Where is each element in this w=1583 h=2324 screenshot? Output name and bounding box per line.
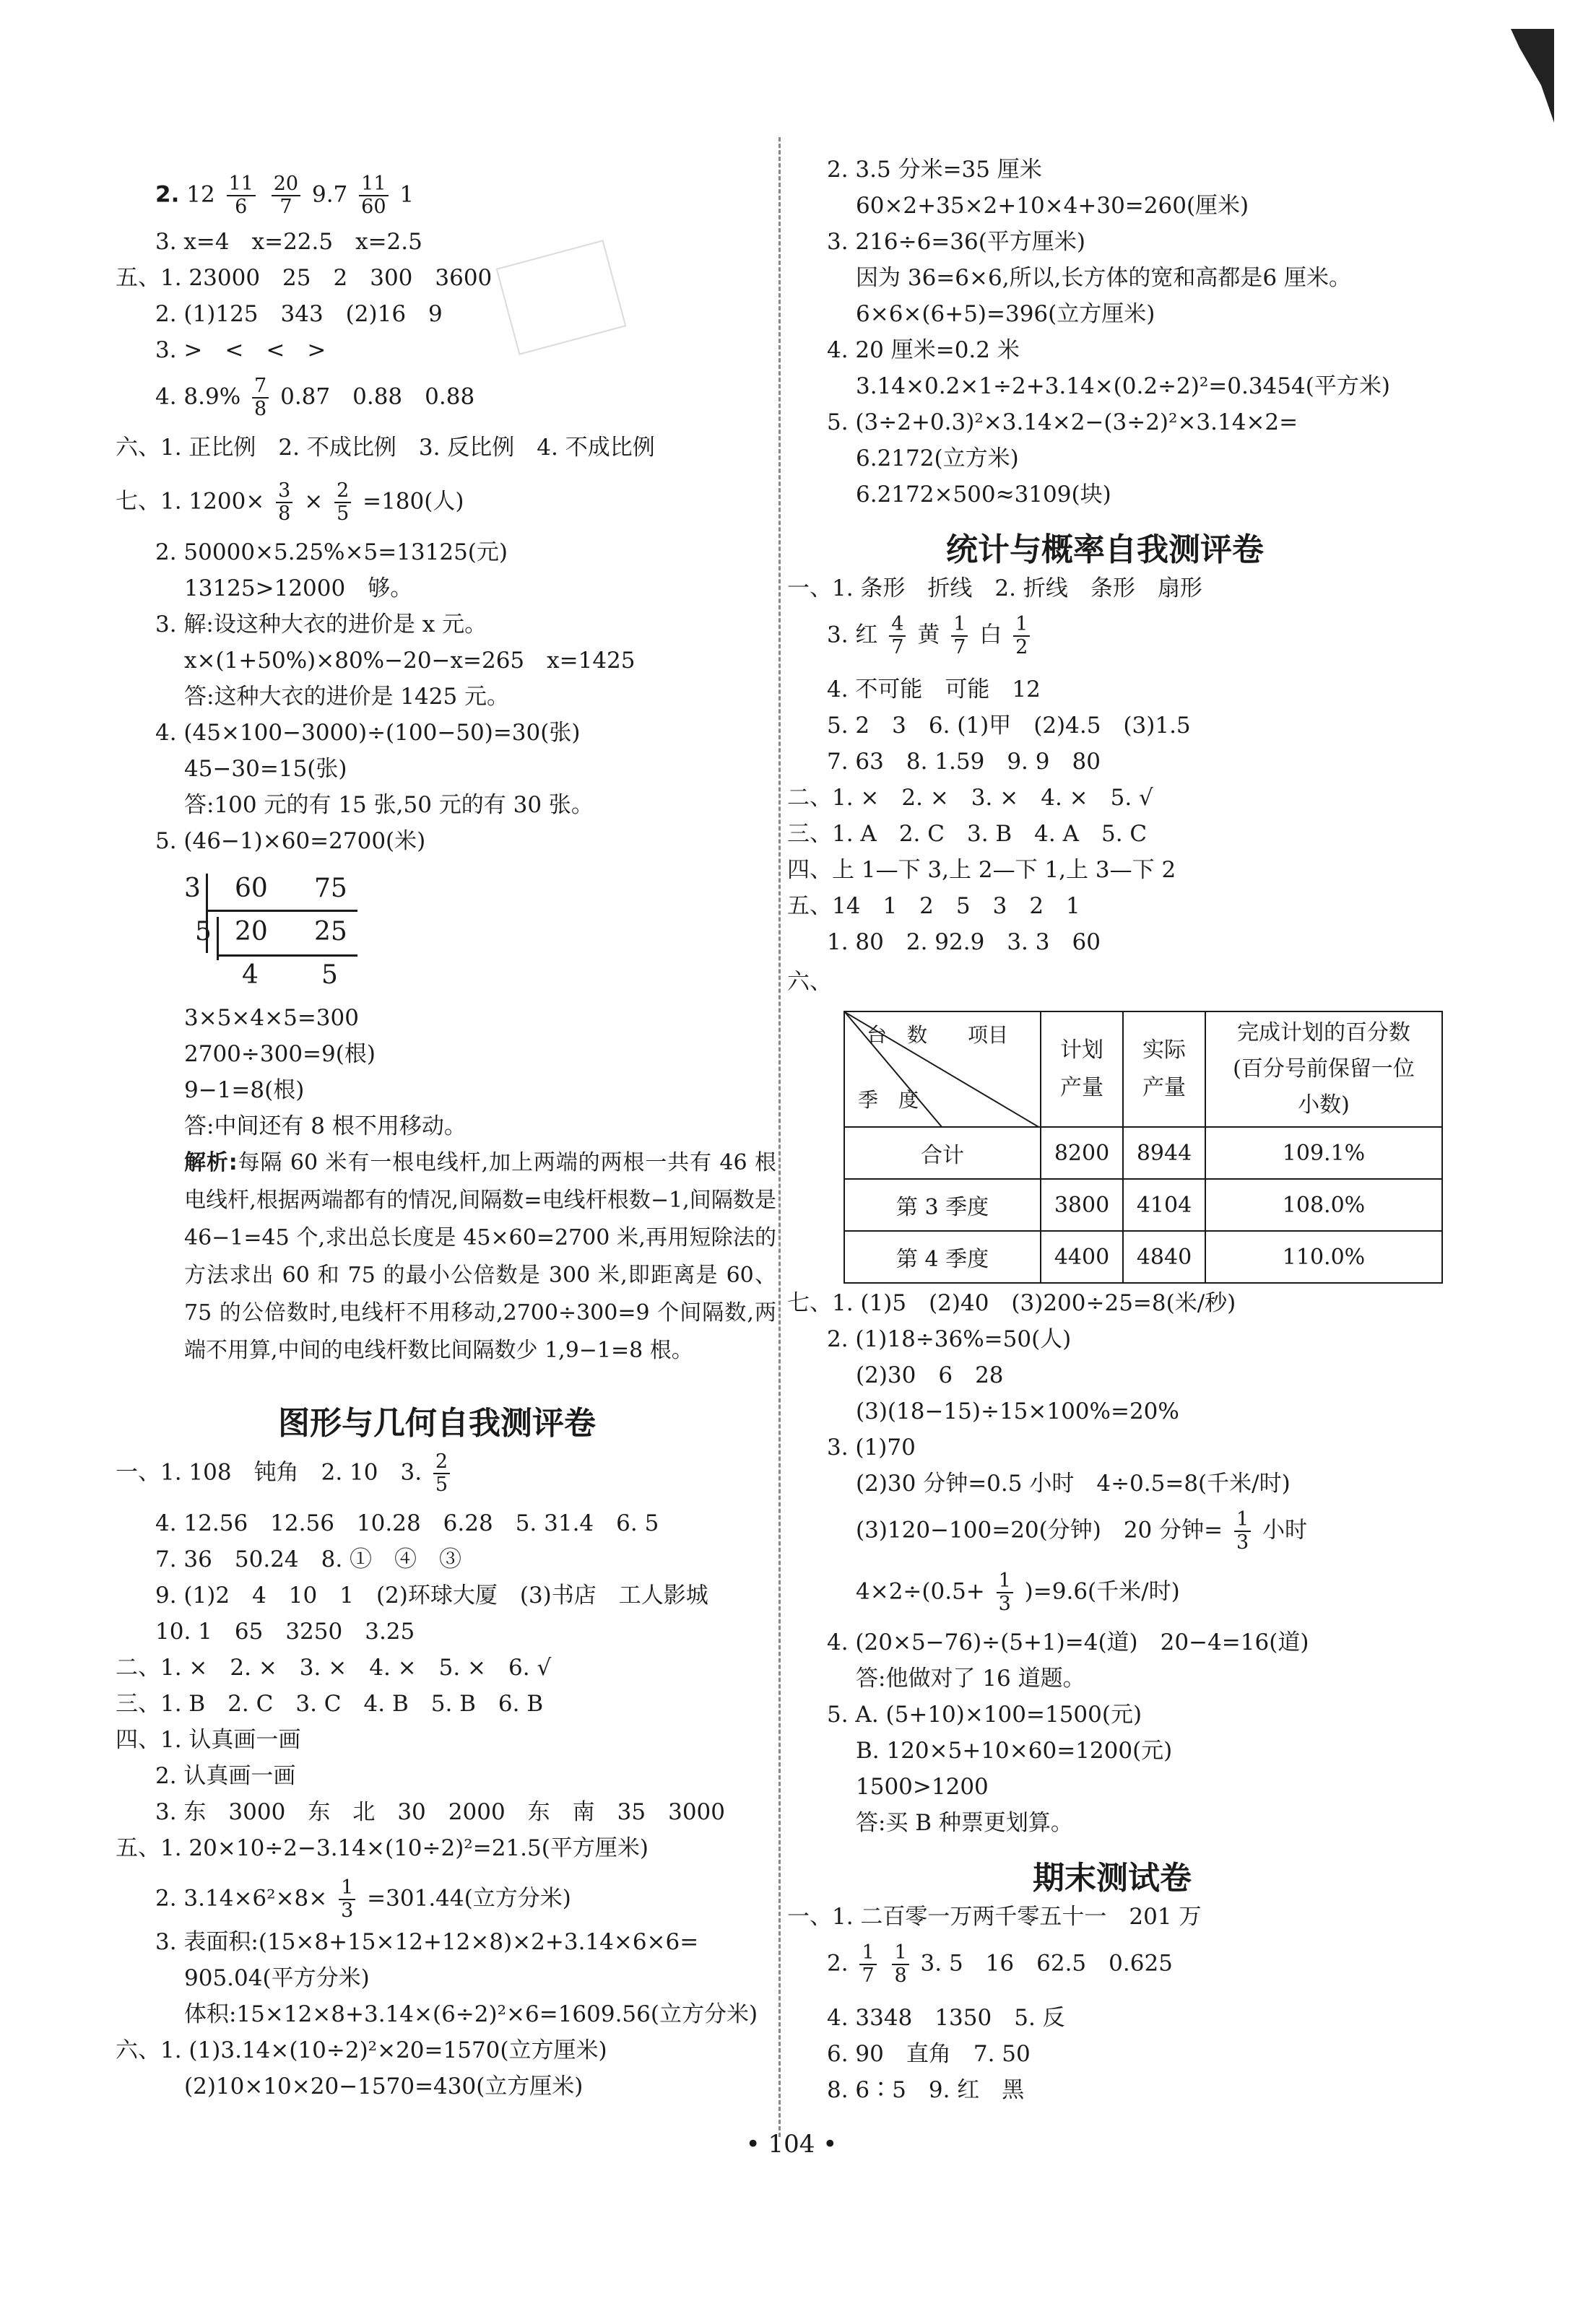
- answer-line: 六、1. 正比例 2. 不成比例 3. 反比例 4. 不成比例: [116, 435, 655, 461]
- answer-line: 六、1. (1)3.14×(10÷2)²×20=1570(立方厘米): [116, 2037, 607, 2063]
- answer-line: 6×6×(6+5)=396(立方厘米): [856, 301, 1155, 327]
- answer-line: 一、1. 二百零一万两千零五十一 201 万: [787, 1904, 1202, 1930]
- answer-line: (3)(18−15)÷15×100%=20%: [856, 1398, 1179, 1424]
- table-cell: 8200: [1041, 1127, 1123, 1179]
- table-row: [844, 1179, 1442, 1231]
- answer-line: 一、1. 108 钝角 2. 10 3. $\frac{2}{5}$: [116, 1451, 454, 1496]
- answer-line: 四、上 1—下 3,上 2—下 1,上 3—下 2: [787, 857, 1176, 883]
- answer-line: 4. 不可能 可能 12: [827, 676, 1041, 702]
- answer-line: (2)30 6 28: [856, 1362, 1004, 1388]
- answer-line: 7. 63 8. 1.59 9. 9 80: [827, 749, 1101, 775]
- answer-line: 五、14 1 2 5 3 2 1: [787, 893, 1080, 919]
- answer-line: 3. > < < >: [155, 337, 326, 363]
- answer-line: 3. 表面积:(15×8+15×12+12×8)×2+3.14×6×6=: [155, 1929, 699, 1955]
- answer-line: 2700÷300=9(根): [184, 1041, 376, 1067]
- answer-line: 5. 2 3 6. (1)甲 (2)4.5 (3)1.5: [827, 713, 1191, 739]
- answer-line: 2. 3.14×6²×8× $\frac{1}{3}$ =301.44(立方分米): [155, 1876, 571, 1922]
- answer-line: 6. 90 直角 7. 50: [827, 2041, 1031, 2067]
- answer-line: 3. 红 $\frac{4}{7}$ 黄 $\frac{1}{7}$ 白 $\frac{1}{2}$: [827, 614, 1034, 658]
- table-cell: 第 4 季度: [844, 1231, 1041, 1283]
- answer-line: (2)10×10×20−1570=430(立方厘米): [184, 2073, 584, 2099]
- answer-line: 一、1. 条形 折线 2. 折线 条形 扇形: [787, 575, 1202, 601]
- ladder-value: 5: [321, 960, 338, 990]
- answer-line: 2. (1)125 343 (2)16 9: [155, 301, 443, 327]
- answer-line: 二、1. × 2. × 3. × 4. × 5. × 6. √: [116, 1655, 552, 1681]
- answer-line: 答:中间还有 8 根不用移动。: [184, 1113, 467, 1139]
- section-heading: 统计与概率自我测评卷: [946, 531, 1264, 568]
- answer-line: 四、1. 认真画一画: [116, 1727, 301, 1753]
- answer-line: 9−1=8(根): [184, 1077, 305, 1103]
- table-cell: 110.0%: [1205, 1231, 1442, 1283]
- table-header: 实际 产量: [1123, 1011, 1205, 1127]
- answer-line: x×(1+50%)×80%−20−x=265 x=1425: [184, 648, 636, 674]
- answer-line: 5. (3÷2+0.3)²×3.14×2−(3÷2)²×3.14×2=: [827, 409, 1298, 435]
- answer-line: 2. 3.5 分米=35 厘米: [827, 157, 1042, 183]
- ladder-divisor: 5: [195, 917, 212, 946]
- short-division-ladder: [184, 874, 372, 996]
- answer-line: 1500>1200: [856, 1774, 989, 1800]
- answer-line: 45−30=15(张): [184, 756, 347, 782]
- answer-line: 七、1. (1)5 (2)40 (3)200÷25=8(米/秒): [787, 1290, 1236, 1316]
- answer-line: 3. x=4 x=22.5 x=2.5: [155, 229, 422, 255]
- production-table: [843, 1011, 1443, 1284]
- table-cell: 8944: [1123, 1127, 1205, 1179]
- answer-line: 因为 36=6×6,所以,长方体的宽和高都是6 厘米。: [856, 265, 1351, 291]
- table-cell: 4104: [1123, 1179, 1205, 1231]
- answer-line: 1. 80 2. 92.9 3. 3 60: [827, 929, 1101, 955]
- corner-top-label: 台 数 项目: [867, 1023, 1009, 1047]
- answer-line: 三、1. A 2. C 3. B 4. A 5. C: [787, 821, 1148, 847]
- answer-line: 3×5×4×5=300: [184, 1005, 359, 1031]
- section-heading: 图形与几何自我测评卷: [278, 1405, 596, 1442]
- answer-line: 4. (20×5−76)÷(5+1)=4(道) 20−4=16(道): [827, 1629, 1309, 1655]
- answer-line: 答:100 元的有 15 张,50 元的有 30 张。: [184, 792, 594, 818]
- answer-line: 4. 20 厘米=0.2 米: [827, 337, 1020, 363]
- answer-line: 8. 6∶5 9. 红 黑: [827, 2077, 1025, 2103]
- ladder-value: 20: [235, 917, 268, 946]
- table-cell: 109.1%: [1205, 1127, 1442, 1179]
- page-number: • 104 •: [745, 2130, 838, 2159]
- table-corner-cell: [844, 1011, 1041, 1127]
- answer-line: 答:他做对了 16 道题。: [856, 1666, 1085, 1692]
- answer-line: 60×2+35×2+10×4+30=260(厘米): [856, 193, 1249, 219]
- table-cell: 4400: [1041, 1231, 1123, 1283]
- answer-line: 2. $\frac{1}{7}$ $\frac{1}{8}$ 3. 5 16 62.5 0.625: [827, 1941, 1173, 1987]
- answer-line: 4. 3348 1350 5. 反: [827, 2005, 1065, 2031]
- answer-line: 10. 1 65 3250 3.25: [155, 1619, 415, 1645]
- answer-line: 3.14×0.2×1÷2+3.14×(0.2÷2)²=0.3454(平方米): [856, 373, 1390, 399]
- ladder-value: 25: [314, 917, 347, 946]
- answer-line: 4. 12.56 12.56 10.28 6.28 5. 31.4 6. 5: [155, 1510, 659, 1536]
- ladder-value: 4: [242, 960, 259, 990]
- answer-line: 六、: [787, 969, 832, 995]
- answer-line: 5. (46−1)×60=2700(米): [155, 828, 426, 854]
- answer-line: B. 120×5+10×60=1200(元): [856, 1738, 1173, 1764]
- ladder-divisor: 3: [184, 874, 201, 903]
- answer-line: 9. (1)2 4 10 1 (2)环球大厦 (3)书店 工人影城: [155, 1583, 708, 1609]
- scan-edge-mark: [1511, 29, 1554, 123]
- answer-line: 4. 8.9% $\frac{7}{8}$ 0.87 0.88 0.88: [155, 375, 475, 420]
- table-cell: 3800: [1041, 1179, 1123, 1231]
- answer-line: 2. 50000×5.25%×5=13125(元): [155, 539, 508, 565]
- answer-line: 答:这种大衣的进价是 1425 元。: [184, 684, 510, 710]
- answer-line: 二、1. × 2. × 3. × 4. × 5. √: [787, 785, 1153, 811]
- answer-line: 3. (1)70: [827, 1435, 916, 1461]
- table-cell: 4840: [1123, 1231, 1205, 1283]
- answer-line: 七、1. 1200× $\frac{3}{8}$ × $\frac{2}{5}$ =180(人): [116, 479, 464, 525]
- table-cell: 合计: [844, 1127, 1041, 1179]
- answer-line: 2. 认真画一画: [155, 1763, 296, 1789]
- column-divider: [779, 137, 781, 2137]
- answer-line: 905.04(平方分米): [184, 1965, 370, 1991]
- table-header: 完成计划的百分数 (百分号前保留一位 小数): [1205, 1011, 1442, 1127]
- answer-line: 五、1. 20×10÷2−3.14×(10÷2)²=21.5(平方厘米): [116, 1835, 649, 1861]
- answer-line: (3)120−100=20(分钟) 20 分钟= $\frac{1}{3}$ 小时: [856, 1508, 1308, 1554]
- answer-line: 3. 解:设这种大衣的进价是 x 元。: [155, 612, 487, 637]
- analysis-paragraph: 解析:每隔 60 米有一根电线杆,加上两端的两根一共有 46 根电线杆,根据两端都有的情况,间隔数=电线杆根数−1,间隔数是 46−1=45 个,求出总长度是 45×60=2700 米,再用短除法的方法求出 60 和 75 的最小公倍数是 300 米,即距离是 60、75 的公倍数时,电线杆不用移动,2700÷300=9 个间隔数,两端不用算,中间的电线杆数比间隔数少 1,9−1=8 根。: [184, 1150, 777, 1363]
- table-cell: 第 3 季度: [844, 1179, 1041, 1231]
- answer-line: 答:买 B 种票更划算。: [856, 1810, 1073, 1836]
- table-row: [844, 1127, 1442, 1179]
- ladder-value: 60: [235, 874, 268, 903]
- table-cell: 108.0%: [1205, 1179, 1442, 1231]
- answer-line: 6.2172(立方米): [856, 445, 1019, 471]
- answer-line: 2. 12 $\frac{11}{6}$ $\frac{20}{7}$ 9.7 $\frac{11}{60}$ 1: [155, 173, 415, 218]
- answer-line: 3. 216÷6=36(平方厘米): [827, 229, 1085, 255]
- section-heading: 期末测试卷: [1033, 1860, 1192, 1897]
- table-header: 计划 产量: [1041, 1011, 1123, 1127]
- answer-line: 三、1. B 2. C 3. C 4. B 5. B 6. B: [116, 1691, 544, 1717]
- answer-line: 2. (1)18÷36%=50(人): [827, 1326, 1072, 1352]
- corner-left-label: 季 度: [858, 1088, 919, 1112]
- table-row: [844, 1231, 1442, 1283]
- answer-line: 5. A. (5+10)×100=1500(元): [827, 1702, 1142, 1728]
- ladder-value: 75: [314, 874, 347, 903]
- answer-line: 4×2÷(0.5+ $\frac{1}{3}$ )=9.6(千米/时): [856, 1570, 1180, 1615]
- answer-line: 3. 东 3000 东 北 30 2000 东 南 35 3000: [155, 1799, 725, 1825]
- answer-line: 13125>12000 够。: [184, 575, 413, 601]
- answer-line: 五、1. 23000 25 2 300 3600: [116, 265, 493, 291]
- answer-line: 4. (45×100−3000)÷(100−50)=30(张): [155, 720, 581, 746]
- answer-line: 7. 36 50.24 8. ① ④ ③: [155, 1546, 462, 1572]
- answer-line: 6.2172×500≈3109(块): [856, 482, 1111, 508]
- faint-stamp: [496, 240, 627, 355]
- answer-line: 体积:15×12×8+3.14×(6÷2)²×6=1609.56(立方分米): [184, 2001, 758, 2027]
- answer-line: (2)30 分钟=0.5 小时 4÷0.5=8(千米/时): [856, 1471, 1291, 1497]
